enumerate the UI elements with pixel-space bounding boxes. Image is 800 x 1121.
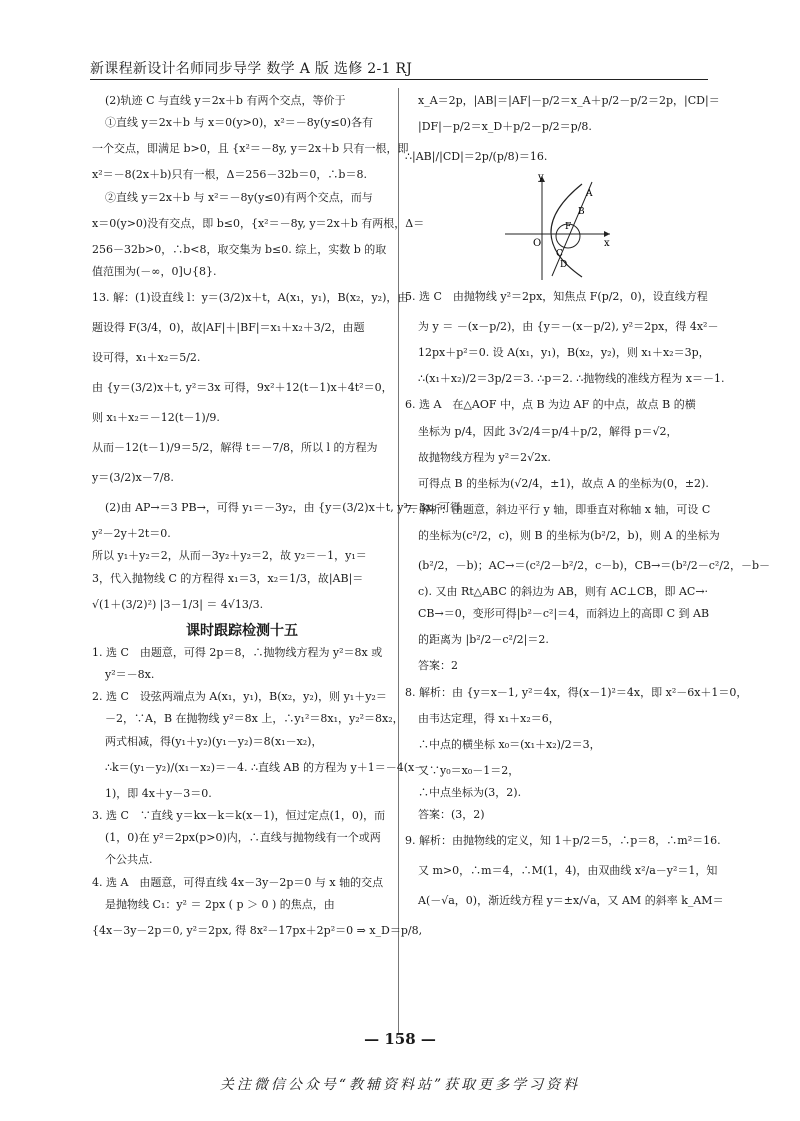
answer-5: 5. 选 C 由抛物线 y²＝2px，知焦点 F(p/2，0)，设直线方程 xyxy=(405,290,708,304)
text-line: 由韦达定理，得 x₁＋x₂＝6， xyxy=(418,711,560,725)
point-d-label: D xyxy=(560,260,568,271)
text-line: 所以 y₁＋y₂＝2，从而－3y₂＋y₂＝2，故 y₂＝－1，y₁＝ xyxy=(92,549,367,563)
text-line: y＝(3/2)x－7/8. xyxy=(92,471,174,485)
answer-label: 答案：(3，2) xyxy=(418,808,485,822)
text-line: y²＝－8x. xyxy=(105,668,155,682)
text-line: ∴中点坐标为(3，2). xyxy=(418,785,522,799)
text-line: －2，∵A，B 在抛物线 y²＝8x 上，∴y₁²＝8x₁，y₂²＝8x₂， xyxy=(105,712,404,726)
text-line: 题设得 F(3/4，0)，故|AF|＋|BF|＝x₁＋x₂＋3/2，由题 xyxy=(92,321,365,335)
answer-4: 4. 选 A 由题意，可得直线 4x－3y－2p＝0 与 x 轴的交点 xyxy=(92,875,384,889)
text-line: (b²/2，－b)；AC→＝(c²/2－b²/2，c－b)，CB→＝(b²/2－c²/2，－b－ xyxy=(418,558,771,572)
x-axis-label: x xyxy=(604,238,610,250)
text-line: 故抛物线方程为 y²＝2√2x. xyxy=(418,450,551,464)
text-line: 是抛物线 C₁：y² ＝ 2px ( p ＞ 0 ) 的焦点，由 xyxy=(105,897,335,911)
header-rule xyxy=(90,79,708,80)
text-line: 的距离为 |b²/2－c²/2|＝2. xyxy=(418,633,549,647)
text-line: 两式相减，得(y₁＋y₂)(y₁－y₂)＝8(x₁－x₂)， xyxy=(105,734,323,748)
answer-label: 答案：2 xyxy=(418,659,458,673)
text-line: 由 {y＝(3/2)x＋t, y²＝3x 可得，9x²＋12(t－1)x＋4t²＝0， xyxy=(92,381,393,395)
text-line: 则 x₁＋x₂＝－12(t－1)/9. xyxy=(92,411,220,425)
text-line: 12px＋p²＝0. 设 A(x₁，y₁)，B(x₂，y₂)，则 x₁＋x₂＝3p， xyxy=(418,346,710,360)
page-number: — 158 — xyxy=(364,1030,436,1048)
text-line: 为 y ＝ －(x－p/2)，由 {y＝－(x－p/2), y²＝2px，得 4x²－ xyxy=(418,320,719,334)
text-line: x＝0(y>0)没有交点，即 b≤0，{x²＝－8y, y＝2x＋b 有两根，Δ＝ xyxy=(92,216,425,230)
point-a-label: A xyxy=(586,189,593,200)
text-line: 1)，即 4x＋y－3＝0. xyxy=(105,786,212,800)
text-line: 又∵y₀＝x₀－1＝2， xyxy=(418,763,520,777)
problem-13-start: 13. 解：(1)设直线 l：y＝(3/2)x＋t，A(x₁，y₁)，B(x₂，y₂)，由 xyxy=(92,291,409,305)
parabola-figure xyxy=(500,172,615,282)
answer-1: 1. 选 C 由题意，可得 2p＝8，∴抛物线方程为 y²＝8x 或 xyxy=(92,645,383,659)
text-line: 值范围为(－∞，0]∪{8}. xyxy=(92,264,217,278)
answer-6: 6. 选 A 在△AOF 中，点 B 为边 AF 的中点，故点 B 的横 xyxy=(405,398,696,412)
text-line: (2)轨迹 C 与直线 y＝2x＋b 有两个交点，等价于 xyxy=(105,94,346,107)
text-line: 从而－12(t－1)/9＝5/2，解得 t＝－7/8，所以 l 的方程为 xyxy=(92,441,378,455)
point-b-label: B xyxy=(578,207,585,218)
text-line: 3，代入抛物线 C 的方程得 x₁＝3，x₂＝1/3，故|AB|＝ xyxy=(92,571,364,585)
text-line: (2)由 AP→＝3 PB→，可得 y₁＝－3y₂，由 {y＝(3/2)x＋t, y²＝3x. 可得 xyxy=(105,501,462,515)
point-c-label: C xyxy=(556,249,563,260)
text-line: ∴(x₁＋x₂)/2＝3p/2＝3. ∴p＝2. ∴抛物线的准线方程为 x＝－1. xyxy=(418,372,725,386)
parabola-graph xyxy=(405,172,710,282)
text-line: √(1＋(3/2)²) |3－1/3| ＝ 4√13/3. xyxy=(92,597,264,611)
footer-note: 关注微信公众号“教辅资料站”获取更多学习资料 xyxy=(219,1077,581,1093)
focus-label: F xyxy=(565,222,572,233)
text-line: ①直线 y＝2x＋b 与 x＝0(y>0)，x²＝－8y(y≤0)各有 xyxy=(105,116,374,130)
answer-8: 8. 解析：由 {y＝x－1, y²＝4x，得(x－1)²＝4x，即 x²－6x＋1＝0， xyxy=(405,685,748,699)
text-line: c). 又由 Rt△ABC 的斜边为 AB，则有 AC⊥CB，即 AC→· xyxy=(418,584,709,598)
text-line: 可得点 B 的坐标为(√2/4，±1)，故点 A 的坐标为(0，±2). xyxy=(418,476,709,490)
text-line: 设可得，x₁＋x₂＝5/2. xyxy=(92,351,201,365)
text-line: y²－2y＋2t＝0. xyxy=(92,527,171,541)
text-line: (1，0)在 y²＝2px(p>0)内，∴直线与抛物线有一个或两 xyxy=(105,831,381,845)
right-column xyxy=(405,90,771,916)
text-line: 的坐标为(c²/2，c)，则 B 的坐标为(b²/2，b)，则 A 的坐标为 xyxy=(418,528,720,542)
text-line: ∴|AB|/|CD|＝2p/(p/8)＝16. xyxy=(405,150,548,164)
section-title: 课时跟踪检测十五 xyxy=(186,622,298,639)
text-line: ②直线 y＝2x＋b 与 x²＝－8y(y≤0)有两个交点，而与 xyxy=(105,190,373,204)
text-line: ∴k＝(y₁－y₂)/(x₁－x₂)＝－4. ∴直线 AB 的方程为 y＋1＝－4(x－ xyxy=(105,760,426,774)
text-line: |DF|－p/2＝x_D＋p/2－p/2＝p/8. xyxy=(418,120,592,134)
text-line: ∴中点的横坐标 x₀＝(x₁＋x₂)/2＝3， xyxy=(418,737,601,751)
text-line: x²＝－8(2x＋b)只有一根，Δ＝256－32b＝0，∴b＝8. xyxy=(92,168,367,182)
text-line: x_A＝2p，|AB|＝|AF|－p/2＝x_A＋p/2－p/2＝2p，|CD|＝ xyxy=(418,94,720,107)
answer-2: 2. 选 C 设弦两端点为 A(x₁，y₁)，B(x₂，y₂)，则 y₁＋y₂＝ xyxy=(92,690,387,704)
text-line: 个公共点. xyxy=(105,853,153,867)
x-axis-arrow xyxy=(604,231,610,237)
y-axis-label: y xyxy=(538,172,544,184)
text-line: 256－32b>0，∴b<8，取交集为 b≤0. 综上，实数 b 的取 xyxy=(92,242,387,256)
text-line: 一个交点，即满足 b>0，且 {x²＝－8y, y＝2x＋b 只有一根，即 xyxy=(92,142,409,156)
page-header: 新课程新设计名师同步导学 数学 A 版 选修 2-1 RJ xyxy=(90,61,413,77)
origin-label: O xyxy=(533,238,542,250)
text-line: {4x－3y－2p＝0, y²＝2px, 得 8x²－17px＋2p²＝0 ⇒ x_D＝p/8, xyxy=(92,923,423,937)
answer-3: 3. 选 C ∵直线 y＝kx－k＝k(x－1)，恒过定点(1，0)，而 xyxy=(92,809,386,822)
text-line: 坐标为 p/4，因此 3√2/4＝p/4＋p/2，解得 p＝√2， xyxy=(418,424,678,438)
text-line: CB→＝0，变形可得|b²－c²|＝4，而斜边上的高即 C 到 AB xyxy=(418,607,710,621)
text-line: A(－√a，0)，渐近线方程 y＝±x/√a，又 AM 的斜率 k_AM＝ xyxy=(418,894,724,908)
answer-9: 9. 解析：由抛物线的定义，知 1＋p/2＝5，∴p＝8，∴m²＝16. xyxy=(405,834,721,848)
text-line: 又 m>0，∴m＝4，∴M(1，4)，由双曲线 x²/a－y²＝1，知 xyxy=(418,864,718,878)
answer-7: 7. 解析：由题意，斜边平行 y 轴，即垂直对称轴 x 轴，可设 C xyxy=(405,502,711,516)
